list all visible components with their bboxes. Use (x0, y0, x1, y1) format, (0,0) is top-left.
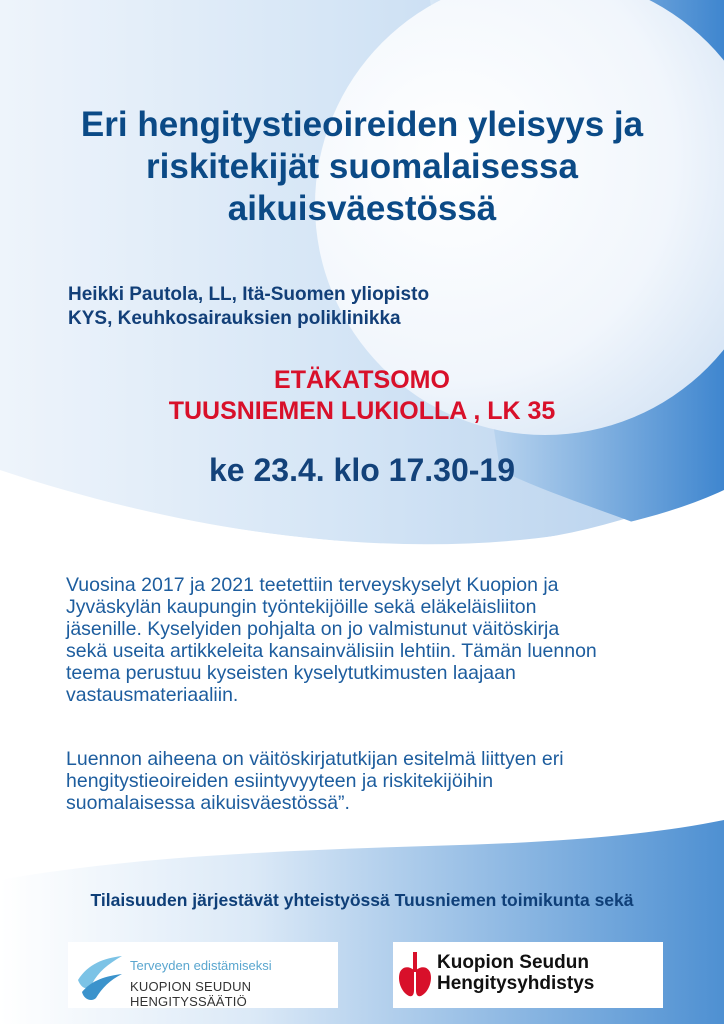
paragraph-line: Vuosina 2017 ja 2021 teetettiin terveyskyselyt Kuopion ja (66, 574, 559, 596)
event-location (60, 365, 664, 427)
event-line: ETÄKATSOMO (274, 366, 450, 394)
author-line: Heikki Pautola, LL, Itä-Suomen yliopisto (68, 284, 430, 305)
paragraph-line: hengitystieoireiden esiintyvyyteen ja riskitekijöihin (66, 770, 494, 792)
wave-logo-icon (74, 950, 126, 1002)
lungs-logo-icon (397, 950, 433, 1000)
paragraph-line: teema perustuu kyseisten kyselytutkimusten laajaan (66, 662, 516, 684)
paragraph-line: sekä useita artikkeleita kansainvälisiin lehtiin. Tämän luennon (66, 640, 597, 662)
logo-hengitysyhdistys (393, 942, 663, 1008)
description-paragraph-1 (66, 574, 676, 706)
paragraph-line: Jyväskylän kaupungin työntekijöille sekä eläkeläisliiton (66, 596, 537, 618)
logo1-name: KUOPION SEUDUN HENGITYSSÄÄTIÖ (130, 979, 252, 1009)
paragraph-line: suomalaisessa aikuisväestössä”. (66, 792, 350, 814)
author-info (68, 283, 628, 331)
organizers-text: Tilaisuuden järjestävät yhteistyössä Tuusniemen toimikunta sekä (90, 890, 634, 910)
logo1-tagline: Terveyden edistämiseksi (130, 958, 272, 973)
description-paragraph-2 (66, 748, 676, 814)
poster-title (40, 104, 684, 230)
title-line: aikuisväestössä (227, 189, 497, 228)
title-line: riskitekijät suomalaisessa (146, 147, 578, 186)
title-line: Eri hengitystieoireiden yleisyys ja (80, 105, 644, 144)
event-date: ke 23.4. klo 17.30-19 (209, 452, 515, 488)
paragraph-line: jäsenille. Kyselyiden pohjalta on jo valmistunut väitöskirja (66, 618, 560, 640)
paragraph-line: vastausmateriaaliin. (66, 684, 239, 706)
logo2-line1: Kuopion Seudun (437, 952, 589, 973)
event-line: TUUSNIEMEN LUKIOLLA , LK 35 (168, 397, 556, 425)
logo2-line2: Hengitysyhdistys (437, 973, 595, 994)
paragraph-line: Luennon aiheena on väitöskirjatutkijan esitelmä liittyen eri (66, 748, 564, 770)
author-line: KYS, Keuhkosairauksien poliklinikka (68, 308, 401, 329)
logo-hengityssaatio (68, 942, 338, 1008)
